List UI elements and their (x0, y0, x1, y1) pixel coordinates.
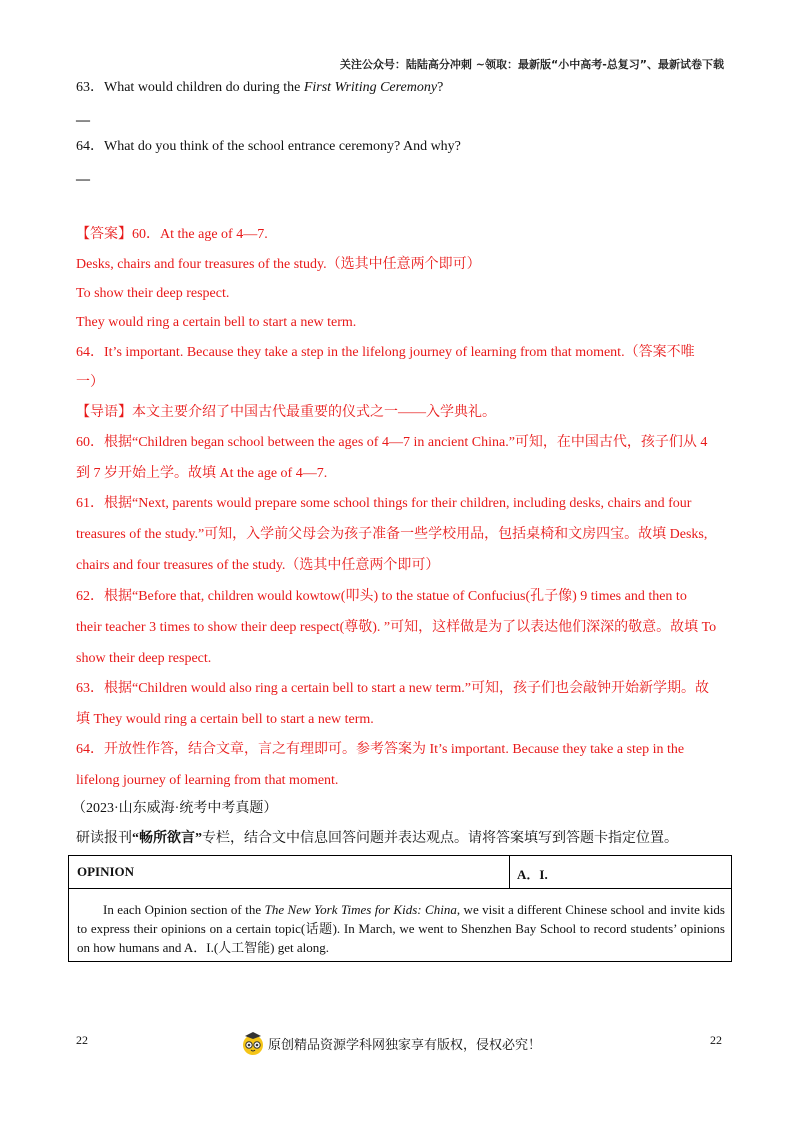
source-line: （2023·山东威海·统考中考真题） (72, 801, 278, 816)
ai-label: A．I. (517, 867, 548, 882)
explain-61-line3: chairs and four treasures of the study.（选其中任意两个即可） (76, 558, 440, 573)
opinion-table (68, 855, 732, 962)
question-64: 64．What do you think of the school entrance ceremony? And why? (76, 139, 461, 154)
opinion-body-italic: The New York Times for Kids: China (264, 902, 457, 917)
guide-text: 【导语】本文主要介绍了中国古代最重要的仪式之一——入学典礼。 (76, 405, 496, 420)
footer (240, 1030, 541, 1056)
answer-64-line1: 64．It’s important. Because they take a step in the lifelong journey of learning from that moment.（答案不唯 (76, 345, 695, 360)
explain-61-line1: 61．根据“Next, parents would prepare some school things for their children, including desks, chairs and four (76, 496, 692, 511)
answer-62: To show their deep respect. (76, 286, 230, 301)
q63-italic: First Writing Ceremony (303, 80, 438, 95)
answer-blank-63: — (76, 113, 90, 128)
instruction-suffix: 专栏，结合文中信息回答问题并表达观点。请将答案填写到答题卡指定位置。 (202, 831, 678, 846)
instruction-bold: “畅所欲言” (132, 831, 202, 846)
page-number-left: 22 (76, 1033, 88, 1047)
explain-60-line1: 60．根据“Children began school between the ages of 4—7 in ancient China.”可知，在中国古代，孩子们从 4 (76, 435, 708, 450)
answer-63: They would ring a certain bell to start a new term. (76, 315, 357, 330)
explain-64-line1: 64．开放性作答，结合文章，言之有理即可。参考答案为 It’s important. Because they take a step in the (76, 742, 685, 757)
explain-63-line1: 63．根据“Children would also ring a certain bell to start a new term.”可知，孩子们也会敲钟开始新学期。故 (76, 681, 709, 696)
explain-64-line2: lifelong journey of learning from that moment. (76, 773, 339, 788)
explain-60-line2: 到 7 岁开始上学。故填 At the age of 4—7. (76, 466, 328, 481)
answer-61: Desks, chairs and four treasures of the study.（选其中任意两个即可） (76, 257, 481, 272)
answer-blank-64: — (76, 172, 90, 187)
explain-63-line2: 填 They would ring a certain bell to start a new term. (76, 712, 374, 727)
instruction-prefix: 研读报刊 (76, 831, 132, 846)
question-63 (76, 79, 724, 97)
instruction-line (76, 830, 724, 848)
q63-suffix: ? (437, 80, 444, 95)
answer-head: 【答案】60．At the age of 4—7. (76, 227, 268, 242)
page-number-right: 22 (710, 1033, 722, 1047)
opinion-header-row (69, 856, 731, 889)
owl-logo-icon (240, 1030, 266, 1056)
opinion-title: OPINION (77, 864, 135, 879)
copyright-text: 原创精品资源学科网独家享有版权，侵权必究！ (268, 1037, 542, 1053)
q63-prefix: 63．What would children do during the (76, 80, 304, 95)
opinion-body-part1: In each Opinion section of the (103, 902, 265, 917)
explain-61-line2: treasures of the study.”可知，入学前父母会为孩子准备一些学校用品，包括桌椅和文房四宝。故填 Desks, (76, 527, 708, 542)
answer-64-line2: 一） (76, 375, 104, 390)
header-note: 关注公众号：陆陆高分冲刺 ~领取：最新版“小中高考-总复习”、最新试卷下载 (339, 58, 724, 71)
explain-62-line1: 62．根据“Before that, children would kowtow(叩头) to the statue of Confucius(孔子像) 9 times and then to (76, 589, 687, 604)
explain-62-line3: show their deep respect. (76, 651, 212, 666)
column-divider (509, 856, 510, 889)
opinion-body (77, 900, 725, 957)
explain-62-line2: their teacher 3 times to show their deep respect(尊敬). ”可知，这样做是为了以表达他们深深的敬意。故填 To (76, 620, 717, 635)
opinion-body-part2: , we visit a different Chinese school and invite kids to express their opinions on a certain topic(话题). In March, we went to Shenzhen Bay School to record students’ opinions on how humans and A．I.(人工智能) get along. (77, 902, 725, 955)
